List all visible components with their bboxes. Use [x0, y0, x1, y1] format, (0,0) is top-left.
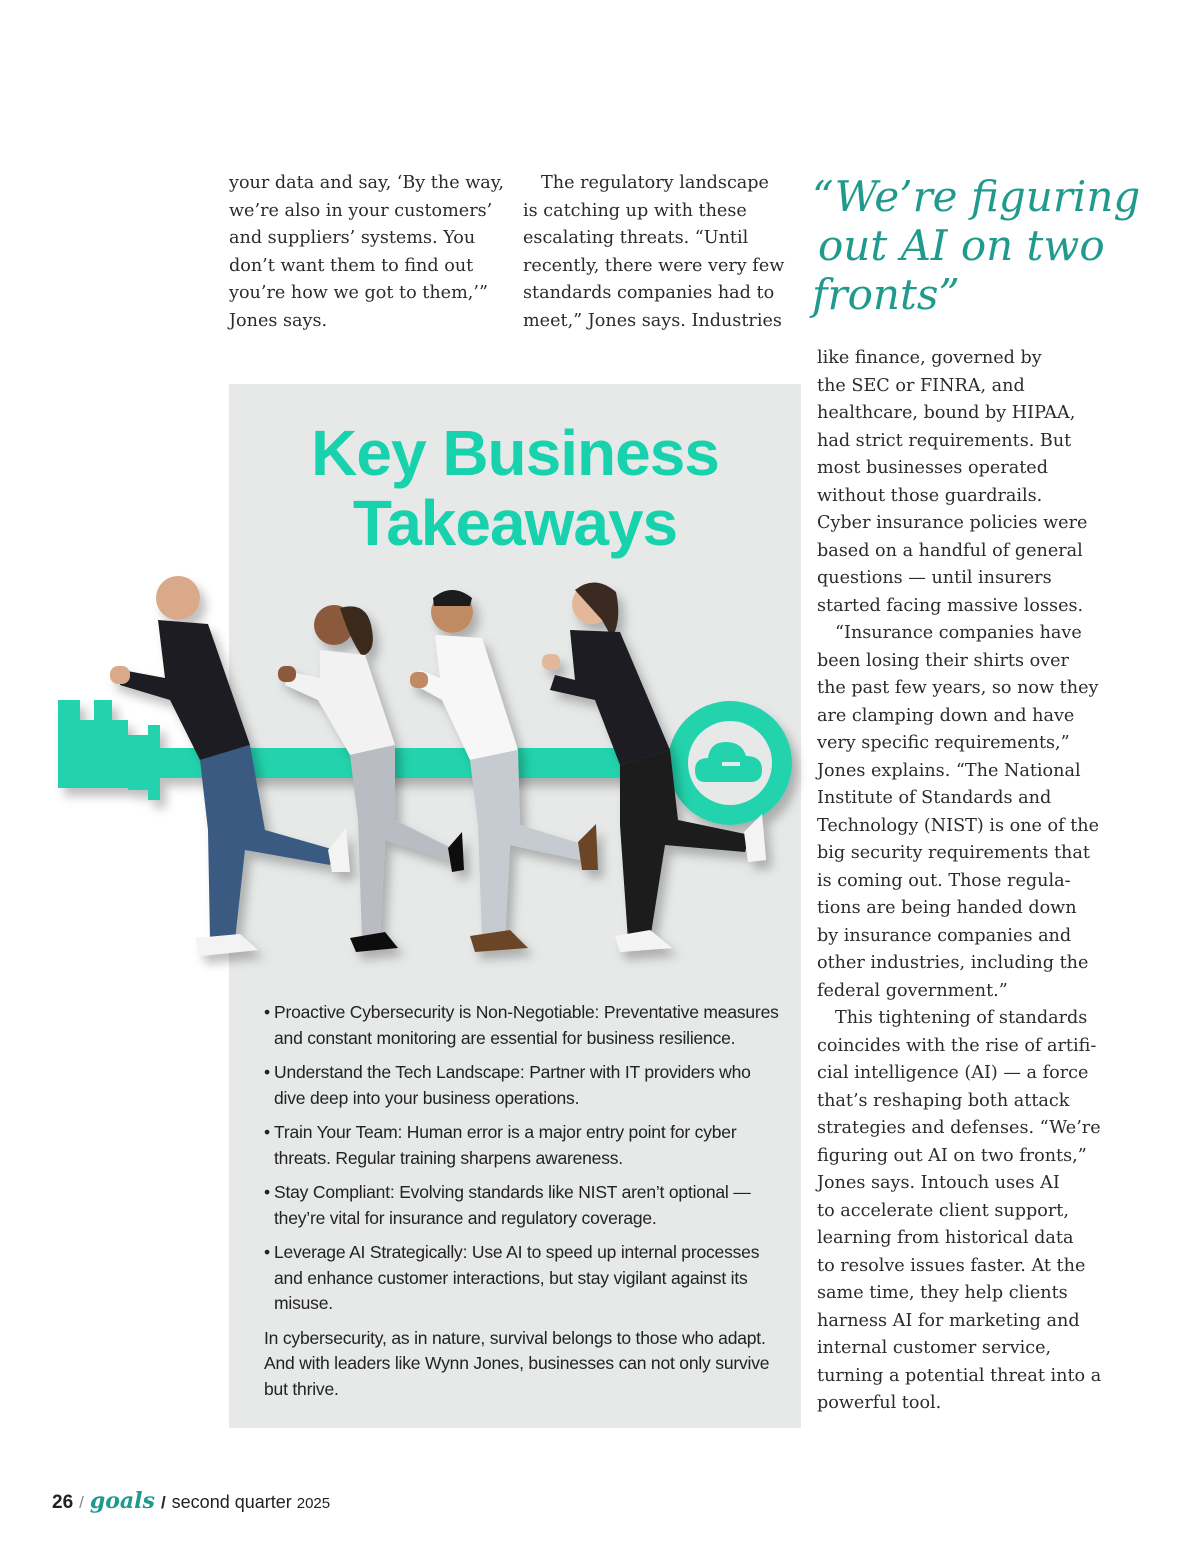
text-line: learning from historical data	[817, 1228, 1074, 1248]
text-line: “Insurance companies have	[835, 623, 1082, 643]
text-line: don’t want them to find out	[229, 255, 474, 276]
text-line: been losing their shirts over	[817, 650, 1069, 671]
takeaway-item	[264, 1240, 774, 1317]
text-line: to resolve issues faster. At the	[817, 1255, 1086, 1276]
pull-quote	[812, 172, 1141, 319]
takeaway-line: threats. Regular training sharpens awareness.	[274, 1147, 623, 1168]
takeaway-line: Train Your Team: Human error is a major entry point for cyber	[274, 1122, 737, 1142]
text-line: and suppliers’ systems. You	[229, 228, 476, 248]
text-line: is coming out. Those regula-	[817, 870, 1071, 891]
article-column-1	[229, 170, 504, 335]
magazine-logo: goals	[89, 1488, 155, 1514]
sidebar-title-line: Key Business	[311, 417, 719, 489]
takeaway-line: dive deep into your business operations.	[274, 1087, 580, 1108]
text-line: started facing massive losses.	[817, 595, 1084, 616]
key-carriers-illustration	[50, 560, 810, 980]
text-line: is catching up with these	[523, 200, 747, 221]
text-line: other industries, including the	[817, 953, 1089, 973]
text-line: powerful tool.	[817, 1393, 942, 1413]
bullet-marker: •	[264, 1242, 270, 1262]
sidebar-title	[229, 418, 801, 558]
text-line: figuring out AI on two fronts,”	[817, 1145, 1087, 1166]
text-line: This tightening of standards	[835, 1008, 1088, 1028]
closing-line: but thrive.	[264, 1378, 339, 1399]
issue-year: 2025	[296, 1495, 331, 1512]
bullet-marker: •	[264, 1182, 270, 1202]
text-line: standards companies had to	[523, 283, 775, 303]
pull-quote-line: “We’re figuring	[812, 172, 1141, 221]
text-line: escalating threats. “Until	[523, 228, 749, 248]
text-line: Jones says.	[229, 310, 328, 331]
bullet-marker: •	[264, 1122, 270, 1142]
article-column-2	[523, 170, 793, 335]
text-line: Institute of Standards and	[817, 788, 1052, 808]
person-2	[278, 605, 464, 952]
text-line: meet,” Jones says. Industries	[523, 310, 782, 331]
footer-separator: /	[79, 1493, 84, 1512]
text-line: The regulatory landscape	[541, 173, 769, 193]
text-line: cial intelligence (AI) — a force	[817, 1063, 1089, 1083]
text-line: most businesses operated	[817, 458, 1048, 478]
bullet-marker: •	[264, 1062, 270, 1082]
text-line: without those guardrails.	[817, 485, 1043, 506]
takeaway-line: misuse.	[274, 1293, 333, 1313]
closing-line: And with leaders like Wynn Jones, businesses can not only survive	[264, 1353, 770, 1373]
takeaways-list	[264, 1000, 779, 1402]
text-line: had strict requirements. But	[817, 430, 1072, 451]
pull-quote-line: fronts”	[812, 270, 960, 319]
text-line: Cyber insurance policies were	[817, 513, 1088, 533]
text-line: that’s reshaping both attack	[817, 1090, 1070, 1111]
text-line: we’re also in your customers’	[229, 200, 493, 221]
takeaway-line: and constant monitoring are essential for business resilience.	[274, 1027, 736, 1048]
takeaway-line: and enhance customer interactions, but stay vigilant against its	[274, 1267, 748, 1288]
text-line: Jones says. Intouch uses AI	[817, 1173, 1060, 1193]
text-line: the SEC or FINRA, and	[817, 375, 1025, 396]
sidebar-title-line: Takeaways	[352, 487, 678, 559]
text-line: Jones explains. “The National	[817, 760, 1081, 781]
takeaway-line: they’re vital for insurance and regulatory coverage.	[274, 1207, 657, 1228]
takeaway-item	[264, 1120, 774, 1171]
sidebar-closing-paragraph	[264, 1326, 774, 1403]
takeaway-line: Leverage AI Strategically: Use AI to speed up internal processes	[274, 1242, 760, 1262]
text-line: tions are being handed down	[817, 898, 1077, 918]
page-footer	[52, 1488, 330, 1518]
text-line: to accelerate client support,	[817, 1200, 1069, 1221]
text-line: very specific requirements,”	[817, 733, 1070, 753]
text-line: strategies and defenses. “We’re	[817, 1118, 1101, 1138]
page-number: 26	[52, 1492, 74, 1513]
closing-line: In cybersecurity, as in nature, survival belongs to those who adapt.	[264, 1327, 766, 1348]
text-line: are clamping down and have	[817, 705, 1075, 726]
text-line: you’re how we got to them,’”	[229, 283, 488, 303]
article-column-3	[817, 345, 1102, 1418]
key-icon	[58, 700, 792, 825]
takeaway-line: Proactive Cybersecurity is Non-Negotiable: Preventative measures	[274, 1002, 779, 1022]
text-line: like finance, governed by	[817, 348, 1042, 368]
takeaway-item	[264, 1000, 779, 1051]
text-line: harness AI for marketing and	[817, 1310, 1080, 1331]
text-line: same time, they help clients	[817, 1283, 1068, 1303]
takeaway-item	[264, 1060, 774, 1111]
text-line: your data and say, ‘By the way,	[229, 173, 504, 193]
takeaway-item	[264, 1180, 774, 1231]
text-line: recently, there were very few	[523, 255, 785, 276]
text-line: big security requirements that	[817, 843, 1090, 863]
footer-separator: /	[160, 1493, 166, 1512]
bullet-marker: •	[264, 1002, 270, 1022]
text-line: coincides with the rise of artifi-	[817, 1035, 1097, 1056]
takeaway-line: Understand the Tech Landscape: Partner with IT providers who	[274, 1062, 751, 1082]
text-line: questions — until insurers	[817, 568, 1052, 588]
pull-quote-line: out AI on two	[818, 221, 1105, 270]
text-line: by insurance companies and	[817, 925, 1072, 946]
text-line: Technology (NIST) is one of the	[817, 815, 1100, 836]
text-line: turning a potential threat into a	[817, 1365, 1102, 1386]
text-line: based on a handful of general	[817, 540, 1083, 561]
text-line: healthcare, bound by HIPAA,	[817, 403, 1076, 423]
takeaway-line: Stay Compliant: Evolving standards like NIST aren’t optional —	[274, 1182, 751, 1202]
text-line: federal government.”	[817, 980, 1008, 1001]
text-line: the past few years, so now they	[817, 678, 1099, 698]
text-line: internal customer service,	[817, 1338, 1052, 1358]
issue-name: second quarter	[171, 1492, 292, 1512]
